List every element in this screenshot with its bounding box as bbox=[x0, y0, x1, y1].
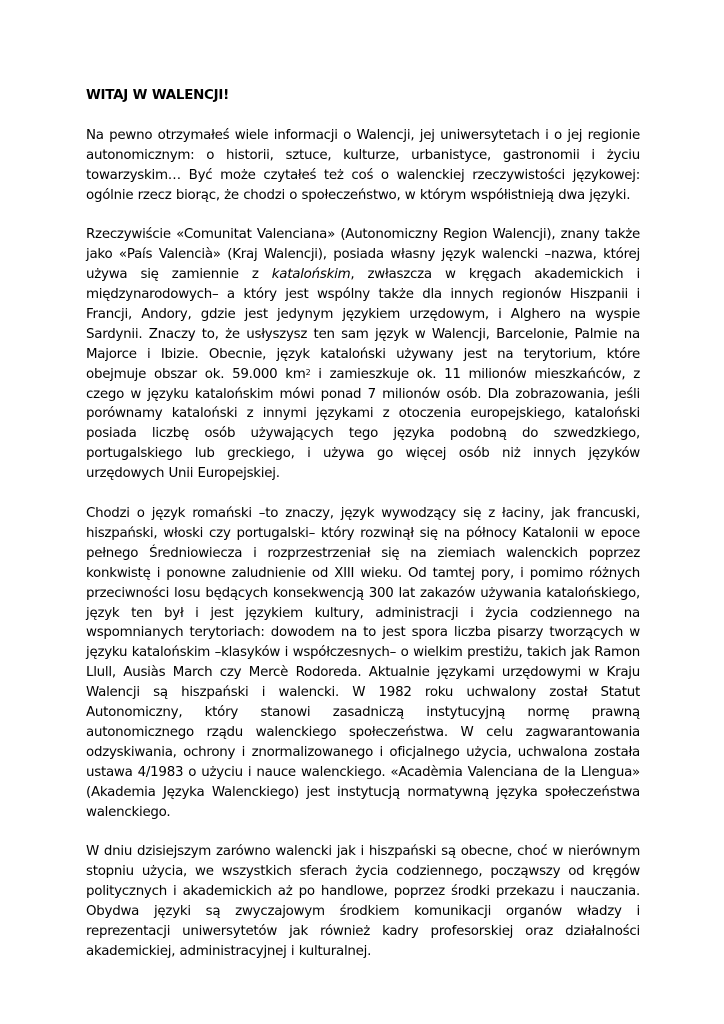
paragraph-region-italic-term: katalońskim bbox=[271, 267, 351, 283]
superscript-2: 2 bbox=[305, 367, 311, 377]
paragraph-region-text-b: , zwłaszcza w kręgach akademickich i międzynarodowych– a który jest wspólny także dla innych regionów Hiszpanii i Francji, Andory, gdzie jest jedynym językiem urzędowym, i Alghero na wyspie Sardynii. Znaczy to, że usłyszysz ten sam język w Walencji, Barcelonie, Palmie na Majorce i Ibizie. Obecnie, język kataloński używany jest na terytorium, które obejmuje obszar ok. 59.000 km bbox=[86, 267, 640, 382]
paragraph-spacer bbox=[86, 106, 640, 126]
paragraph-spacer bbox=[86, 822, 640, 842]
paragraph-intro: Na pewno otrzymałeś wiele informacji o Walencji, jej uniwersytetach i o jej regionie autonomicznym: o historii, sztuce, kulturze, urbanistyce, gastronomii i życiu towarzyskim… Być może czytałeś też coś o walenckiej rzeczywistości językowej: ogólnie rzecz biorąc, że chodzi o społeczeństwo, w którym współistnieją dwa języki. bbox=[86, 127, 640, 203]
paragraph-history: Chodzi o język romański –to znaczy, język wywodzący się z łaciny, jak francuski, hiszpański, włoski czy portugalski– który rozwinął się na północy Katalonii w epoce pełnego Średniowiecza i rozprzestrzeniał się na ziemiach walenckich poprzez konkwistę i ponowne zaludnienie od XIII wieku. Od tamtej pory, i pomimo różnych przeciwności losu będących konsekwencją 300 lat zakazów używania katalońskiego, język ten był i jest językiem kultury, administracji i życia codziennego na wspomnianych terytoriach: dowodem na to jest spora liczba pisarzy tworzących w języku katalońskim –klasyków i współczesnych– o wielkim prestiżu, takich jak Ramon Llull, Ausiàs March czy Mercè Rodoreda. Aktualnie językami urzędowymi w Kraju Walencji są hiszpański i walencki. W 1982 roku uchwalony został Statut Autonomiczny, który stanowi zasadniczą instytucyjną normę prawną autonomicznego rządu walenckiego społeczeństwa. W celu zagwarantowania odzyskiwania, ochrony i znormalizowanego i oficjalnego użycia, uchwalona została ustawa 4/1983 o użyciu i nauce walenckiego. «Acadèmia Valenciana de la Llengua» (Akademia Języka Walenckiego) jest instytucją normatywną języka społeczeństwa walenckiego. bbox=[86, 505, 640, 820]
paragraph-spacer bbox=[86, 205, 640, 225]
paragraph-spacer bbox=[86, 484, 640, 504]
paragraph-today: W dniu dzisiejszym zarówno walencki jak i hiszpański są obecne, choć w nierównym stopniu użycia, we wszystkich sferach życia codziennego, począwszy od kręgów politycznych i akademickich aż po handlowe, poprzez środki przekazu i nauczania. Obydwa języki są zwyczajowym środkiem komunikacji organów władzy i reprezentacji uniwersytetów jak również kadry profesorskiej oraz działalności akademickiej, administracyjnej i kulturalnej. bbox=[86, 844, 640, 959]
document-page bbox=[86, 86, 640, 962]
paragraph-region-text-c: i zamieszkuje ok. 11 milionów mieszkańców, z czego w języku katalońskim mówi ponad 7 milionów osób. Dla zobrazowania, jeśli porównamy kataloński z innymi językami z otoczenia europejskiego, kataloński posiada liczbę osób używających tego języka podobną do szwedzkiego, portugalskiego lub greckiego, i używa go więcej osób niż innych języków urzędowych Unii Europejskiej. bbox=[86, 366, 640, 482]
document-title: WITAJ W WALENCJI! bbox=[86, 88, 229, 103]
paragraph-region bbox=[86, 225, 640, 484]
paragraph-region-text-a: Rzeczywiście «Comunitat Valenciana» (Autonomiczny Region Walencji), znany także jako «País Valencià» (Kraj Walencji), posiada własny język walencki –nazwa, której używa się zamiennie z bbox=[86, 227, 640, 283]
